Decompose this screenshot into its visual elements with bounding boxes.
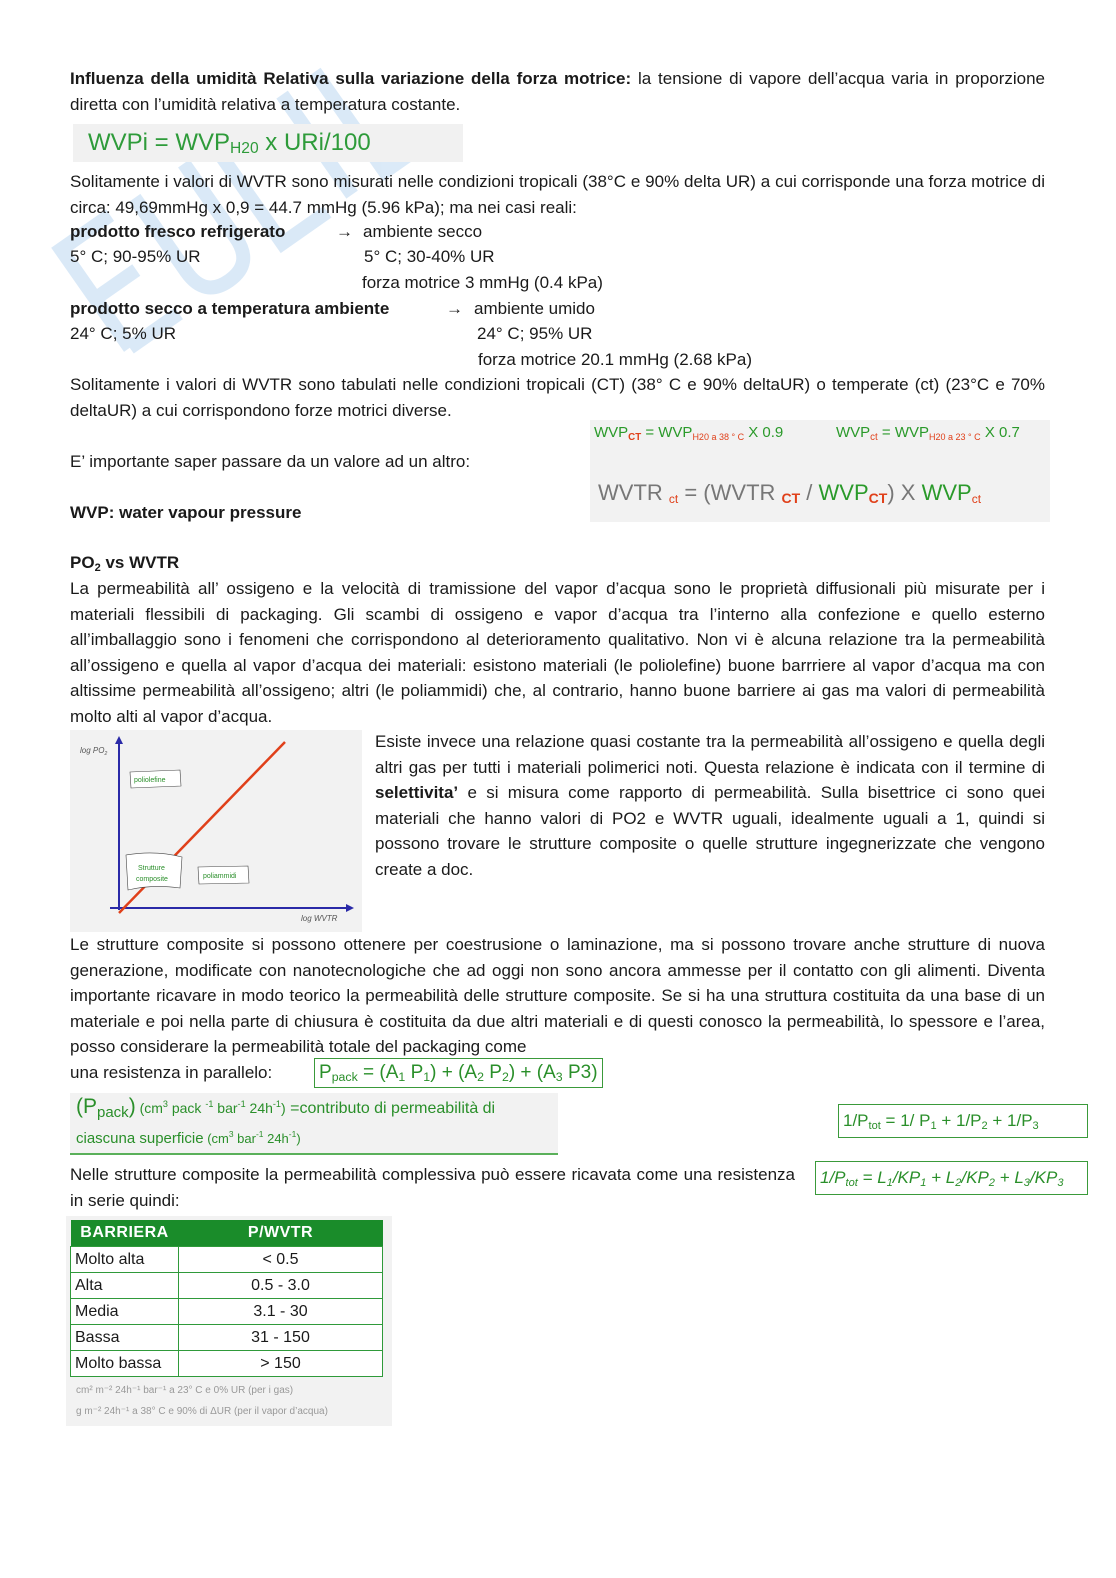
intro-text: la tensione di vapore dell’acqua varia in proporzione diretta con l’umidità relativa a temperatura costante.	[70, 69, 1045, 114]
case2-force: forza motrice 20.1 mmHg (2.68 kPa)	[478, 350, 752, 369]
table-note-gas: cm² m⁻² 24h⁻¹ bar⁻¹ a 23° C e 0% UR (per i gas)	[76, 1385, 294, 1396]
wvpi-lhs: WVPi = WVP	[88, 129, 231, 156]
ppack-definition: $(P_{pack})$ ($cm^3$ pack $^{-1}$ bar$^{-1}$ $24h^{-1}$) =contributo di permeabilità di ciascuna superficie ($cm^3$ bar$^{-1}$ $24h^{-1}$)	[70, 1093, 558, 1155]
barrier-table	[70, 1220, 383, 1377]
ptot-parallel-formula: $1/P_{tot} = 1/$ $P_1 + 1/P_2 + 1/P_3$	[838, 1104, 1088, 1138]
intro-heading: Influenza della umidità Relativa sulla variazione della forza motrice:	[70, 69, 632, 88]
label-strutture-1: Strutture	[138, 865, 165, 872]
table-row: Media 3.1 - 30	[71, 1299, 383, 1325]
wvp-CT-formula: $WVP_{CT} = WVP_{H20 a 38 ^\circ C}$ X 0.9	[594, 424, 784, 443]
case2-cond-right: 24° C; 95% UR	[477, 324, 593, 343]
label-poliolefine: poliolefine	[134, 777, 166, 784]
case1-product: prodotto fresco refrigerato	[70, 222, 286, 241]
graph-svg	[70, 730, 362, 932]
case2-arrow: →	[446, 299, 463, 318]
header-barriera: BARRIERA	[71, 1220, 179, 1247]
label-poliammidi: poliammidi	[203, 873, 237, 880]
serie-paragraph: Nelle strutture composite la permeabilità complessiva può essere ricavata come una resistenza in serie quindi:	[70, 1165, 795, 1210]
graph-xlabel: log WVTR	[301, 914, 338, 923]
table-header-row	[71, 1220, 383, 1247]
case1-cond-right: 5° C; 30-40% UR	[364, 247, 495, 266]
wvpi-formula	[73, 124, 463, 162]
ct-conversion-box	[590, 420, 1050, 522]
case1-cond-left: 5° C; 90-95% UR	[70, 247, 201, 266]
wvtr-paragraph-2: Solitamente i valori di WVTR sono tabulati nelle condizioni tropicali (CT) (38° C e 90% deltaUR) o temperate (ct) (23°C e 70% deltaUR) a cui corrispondono forze motrici diverse.	[70, 375, 1045, 420]
wvpi-rhs: x URi/100	[258, 129, 371, 156]
composite-paragraph: Le strutture composite si possono ottenere per coestrusione o laminazione, ma si possono trovare anche strutture di nuova generazione, modificate con nanotecnologiche che ad oggi non sono ancora ammesse per il contatto con gli alimenti. Diventa importante ricavare in modo teorico la permeabilità delle strutture composite. Se si ha una struttura costituita da una base di un materiale e poi nella parte di chiusura è costituita da due altri materiali e di questi conosco la permeabilità, lo spessore e l’area, posso considerare la permeabilità totale del packaging come	[70, 935, 1045, 1056]
intro-paragraph	[70, 66, 1045, 117]
case1-force: forza motrice 3 mmHg (0.4 kPa)	[362, 273, 603, 292]
case2-product: prodotto secco a temperatura ambiente	[70, 299, 390, 318]
table-row: Alta 0.5 - 3.0	[71, 1273, 383, 1299]
graph-ylabel: $\log PO_2$	[80, 746, 108, 757]
wvtr-paragraph-1: Solitamente i valori di WVTR sono misurati nelle condizioni tropicali (38°C e 90% delta UR) a cui corrisponde una forza motrice di circa: 49,69mmHg x 0,9 = 44.7 mmHg (5.96 kPa); ma nei casi reali:	[70, 172, 1045, 217]
parallel-text: una resistenza in parallelo:	[70, 1063, 273, 1082]
table-row: Bassa 31 - 150	[71, 1325, 383, 1351]
table-row: Molto alta < 0.5	[71, 1247, 383, 1273]
ptot-serie-formula: $1/P_{tot} = L_1/KP_1 + L_2/KP_2 + L_3/KP_3$	[815, 1161, 1088, 1195]
selettivita-paragraph: Esiste invece una relazione quasi costante tra la permeabilità all’ossigeno e quella degli altri gas per tutti i materiali polimerici noti. Questa relazione è indicata con il termine di selettivita’ e si misura come rapporto di permeabilità. Sulla bisettrice ci sono quei materiali che hanno valori di PO2 e WVTR uguali, idealmente uguali a 1, quindi si possono trovare le strutture composite o quelle strutture ingegnerizzate che vengono create a doc.	[375, 732, 1045, 879]
po2-paragraph: La permeabilità all’ ossigeno e la velocità di tramissione del vapor d’acqua sono le proprietà diffusionali più misurate per i materiali flessibili di packaging. Gli scambi di ossigeno e vapor d’acqua tra l’interno alla confezione e quello esterno all’imballaggio sono i fenomeni che corrispondono al deterioramento qualitativo. Non vi è alcuna relazione tra la permeabilità all’ossigeno e quella al vapor d’acqua dei materiali: esistono materiali (le poliolefine) buone barrriere al vapor d’acqua ma con altissime permeabilità all’ossigeno; altri (le poliammidi) che, al contrario, hanno buone barriere ai gas ma valori di permeabilità molto alti al vapor d’acqua.	[70, 579, 1045, 726]
x-axis-arrow	[346, 904, 354, 912]
wvp-ct-formula: $WVP_{ct} = WVP_{H20 a 23 ^\circ C}$ X 0.7	[836, 424, 1020, 443]
case2-env: ambiente umido	[474, 299, 595, 318]
case1-arrow: →	[336, 222, 353, 241]
po2-heading: $PO_2$ vs WVTR	[70, 553, 180, 574]
case1-env: ambiente secco	[363, 222, 483, 241]
ppack-formula: $P_{pack} = (A_1$ $P_1) + (A_2$ $P_2) + (A_3$ P3)	[314, 1058, 603, 1088]
wvp-definition: WVP: water vapour pressure	[70, 503, 302, 522]
important-text: E’ importante saper passare da un valore ad un altro:	[70, 452, 471, 471]
label-strutture-2: composite	[136, 876, 168, 883]
case2-cond-left: 24° C; 5% UR	[70, 324, 177, 343]
po2-wvtr-graph	[70, 730, 362, 932]
wvpi-sub: H20	[230, 140, 259, 157]
table-row: Molto bassa > 150	[71, 1351, 383, 1377]
y-axis-arrow	[115, 736, 123, 744]
header-pwvtr: P/WVTR	[179, 1220, 383, 1247]
table-note-vapor: g m⁻² 24h⁻¹ a 38° C e 90% di ΔUR (per il vapor d’acqua)	[76, 1406, 328, 1417]
wvtr-conversion-formula: WVTR $_{ct}$ = (WVTR $_{CT} / WVP_{CT}$) X $WVP_{ct}$	[598, 480, 982, 506]
